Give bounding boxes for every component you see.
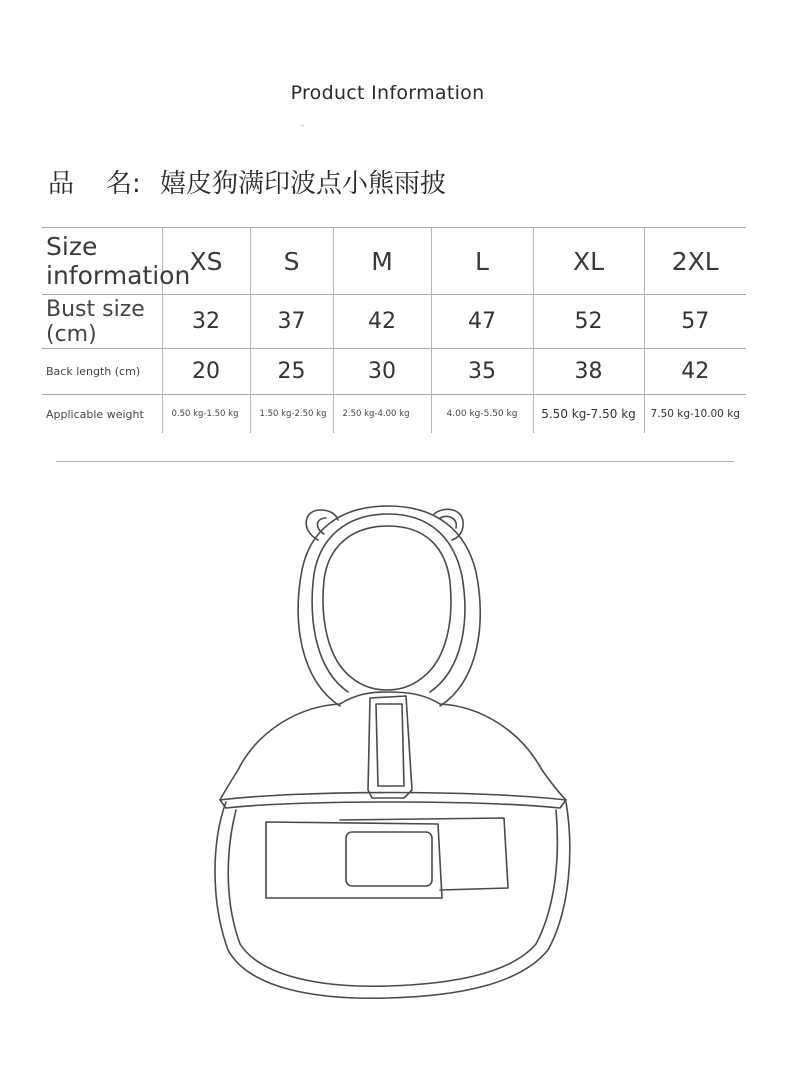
applicable-weight-cell: 0.50 kg-1.50 kg	[162, 395, 250, 434]
raincoat-line-drawing-icon	[195, 490, 585, 1010]
bust-size-row	[42, 295, 746, 349]
product-name-label	[48, 163, 160, 200]
product-name-label-char-1: 品	[48, 169, 75, 199]
applicable-weight-label: Applicable weight	[42, 395, 162, 434]
bust-size-cell: 42	[333, 295, 431, 349]
size-header-m: M	[333, 228, 431, 295]
back-length-cell: 38	[533, 349, 644, 395]
applicable-weight-cell: 4.00 kg-5.50 kg	[431, 395, 533, 434]
page-title: Product Information	[290, 82, 485, 104]
back-length-label: Back length (cm)	[42, 349, 162, 395]
applicable-weight-cell: 5.50 kg-7.50 kg	[533, 395, 644, 434]
back-length-cell: 25	[250, 349, 333, 395]
bust-size-cell: 52	[533, 295, 644, 349]
back-length-row	[42, 349, 746, 395]
bust-size-cell: 47	[431, 295, 533, 349]
size-header-row	[42, 228, 746, 295]
bust-size-cell: 57	[681, 309, 710, 334]
size-header-xs: XS	[162, 228, 250, 295]
back-length-cell: 30	[333, 349, 431, 395]
size-table	[42, 227, 746, 433]
size-header-l: L	[431, 228, 533, 295]
size-header-xl: XL	[533, 228, 644, 295]
bust-size-cell: 32	[162, 295, 250, 349]
back-length-cell: 35	[431, 349, 533, 395]
product-name-row	[48, 163, 446, 200]
applicable-weight-row	[42, 395, 746, 434]
size-header-label: Size information	[42, 228, 162, 295]
product-name-value: 嬉皮狗满印波点小熊雨披	[160, 169, 447, 199]
title-divider-mark	[301, 125, 304, 126]
back-length-cell: 42	[681, 359, 710, 384]
applicable-weight-cell: 2.50 kg-4.00 kg	[333, 395, 431, 434]
product-name-label-char-2: 名:	[106, 169, 141, 199]
bust-size-cell: 37	[250, 295, 333, 349]
size-header-s: S	[250, 228, 333, 295]
size-header-2xl: 2XL	[671, 246, 719, 276]
back-length-cell: 20	[162, 349, 250, 395]
applicable-weight-cell: 1.50 kg-2.50 kg	[250, 395, 333, 434]
section-divider	[56, 461, 734, 462]
bust-size-label: Bust size (cm)	[42, 295, 162, 349]
applicable-weight-cell: 7.50 kg-10.00 kg	[650, 408, 740, 420]
